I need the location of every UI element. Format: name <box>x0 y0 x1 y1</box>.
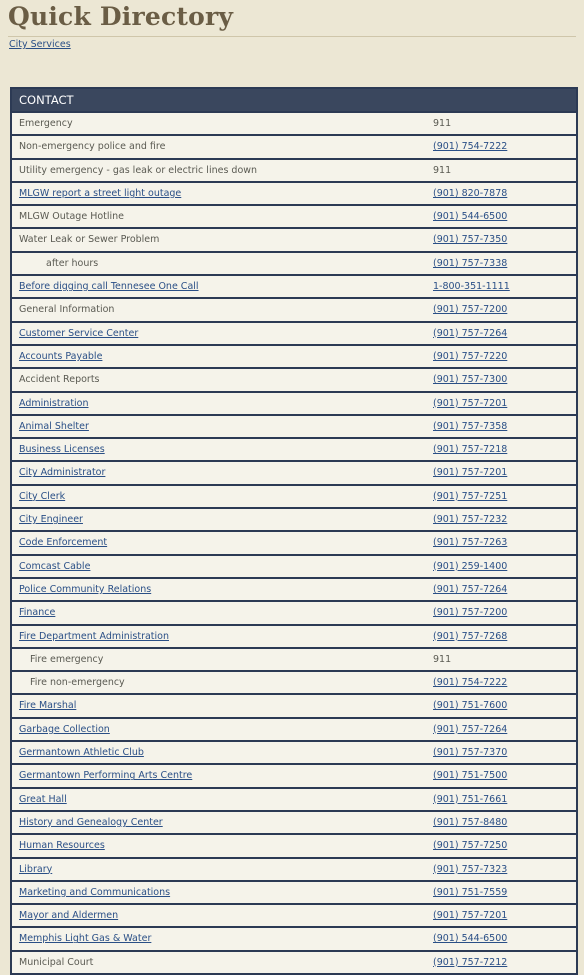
table-row <box>12 160 576 183</box>
table-row <box>12 719 576 742</box>
contact-name: Water Leak or Sewer Problem <box>19 234 160 246</box>
contact-name-link[interactable]: Administration <box>19 397 89 409</box>
contact-name-link[interactable]: Customer Service Center <box>19 327 139 339</box>
table-row <box>12 672 576 695</box>
breadcrumb-city-services[interactable]: City Services <box>9 39 71 50</box>
phone-link[interactable]: (901) 544-6500 <box>433 211 508 223</box>
table-row <box>12 928 576 951</box>
phone-link[interactable]: (901) 820-7878 <box>433 187 508 199</box>
table-row <box>12 952 576 975</box>
phone-link[interactable]: (901) 757-7323 <box>433 863 508 875</box>
phone-link[interactable]: 1-800-351-1111 <box>433 281 510 293</box>
phone-link[interactable]: (901) 751-7661 <box>433 793 508 805</box>
table-row <box>12 742 576 765</box>
table-row <box>12 323 576 346</box>
table-row <box>12 905 576 928</box>
table-row <box>12 859 576 882</box>
contact-name: Utility emergency - gas leak or electric lines down <box>19 164 258 176</box>
table-header-contact: CONTACT <box>12 89 576 113</box>
contact-name-link[interactable]: Great Hall <box>19 793 67 805</box>
contact-name-link[interactable]: Mayor and Aldermen <box>19 910 119 922</box>
phone-link[interactable]: (901) 757-7220 <box>433 350 508 362</box>
phone-link[interactable]: (901) 757-7200 <box>433 607 508 619</box>
contact-name: MLGW Outage Hotline <box>19 211 125 223</box>
contact-name-link[interactable]: Comcast Cable <box>19 560 91 572</box>
contact-name-link[interactable]: Accounts Payable <box>19 350 103 362</box>
contact-name-link[interactable]: Memphis Light Gas & Water <box>19 933 152 945</box>
phone-number: 911 <box>433 653 452 665</box>
table-row <box>12 626 576 649</box>
phone-link[interactable]: (901) 757-7264 <box>433 723 508 735</box>
phone-link[interactable]: (901) 754-7222 <box>433 141 508 153</box>
phone-link[interactable]: (901) 757-7268 <box>433 630 508 642</box>
contact-name-link[interactable]: History and Genealogy Center <box>19 816 163 828</box>
contact-name-link[interactable]: City Clerk <box>19 490 66 502</box>
phone-link[interactable]: (901) 757-7300 <box>433 374 508 386</box>
phone-link[interactable]: (901) 757-7251 <box>433 490 508 502</box>
contact-name-link[interactable]: Germantown Athletic Club <box>19 747 144 759</box>
table-row <box>12 579 576 602</box>
contact-name: Municipal Court <box>19 956 94 968</box>
contact-name: Fire emergency <box>30 653 104 665</box>
table-row <box>12 346 576 369</box>
phone-link[interactable]: (901) 757-7264 <box>433 327 508 339</box>
table-row <box>12 206 576 229</box>
table-row <box>12 812 576 835</box>
contact-name-link[interactable]: City Engineer <box>19 514 83 526</box>
contact-name-link[interactable]: Fire Department Administration <box>19 630 169 642</box>
contact-name-link[interactable]: Fire Marshal <box>19 700 77 712</box>
contact-name: Fire non-emergency <box>30 677 125 689</box>
contact-name-link[interactable]: Animal Shelter <box>19 420 89 432</box>
contact-name: General Information <box>19 304 115 316</box>
contact-name-link[interactable]: City Administrator <box>19 467 106 479</box>
phone-link[interactable]: (901) 757-7212 <box>433 956 508 968</box>
table-row <box>12 369 576 392</box>
phone-link[interactable]: (901) 757-7263 <box>433 537 508 549</box>
phone-link[interactable]: (901) 757-7264 <box>433 583 508 595</box>
table-row <box>12 299 576 322</box>
contact-name: after hours <box>46 257 99 269</box>
phone-link[interactable]: (901) 757-7350 <box>433 234 508 246</box>
title-divider <box>8 36 576 37</box>
table-row <box>12 229 576 252</box>
contact-name-link[interactable]: Marketing and Communications <box>19 886 171 898</box>
table-row <box>12 439 576 462</box>
table-row <box>12 602 576 625</box>
page-title: Quick Directory <box>8 2 234 31</box>
table-row <box>12 649 576 672</box>
table-row <box>12 532 576 555</box>
phone-link[interactable]: (901) 757-7200 <box>433 304 508 316</box>
phone-link[interactable]: (901) 757-7201 <box>433 910 508 922</box>
contact-name-link[interactable]: Germantown Performing Arts Centre <box>19 770 193 782</box>
phone-number: 911 <box>433 164 452 176</box>
phone-link[interactable]: (901) 754-7222 <box>433 677 508 689</box>
phone-link[interactable]: (901) 757-7250 <box>433 840 508 852</box>
table-row <box>12 835 576 858</box>
table-row <box>12 276 576 299</box>
contact-name-link[interactable]: Finance <box>19 607 56 619</box>
phone-link[interactable]: (901) 757-7232 <box>433 514 508 526</box>
contact-name-link[interactable]: Business Licenses <box>19 444 105 456</box>
table-row <box>12 882 576 905</box>
table-row <box>12 695 576 718</box>
phone-link[interactable]: (901) 757-7358 <box>433 420 508 432</box>
phone-link[interactable]: (901) 757-7218 <box>433 444 508 456</box>
phone-link[interactable]: (901) 751-7600 <box>433 700 508 712</box>
table-row <box>12 183 576 206</box>
table-row <box>12 556 576 579</box>
contact-name: Accident Reports <box>19 374 100 386</box>
contact-name-link[interactable]: Garbage Collection <box>19 723 110 735</box>
contact-name-link[interactable]: Before digging call Tennesee One Call <box>19 281 199 293</box>
table-row <box>12 136 576 159</box>
phone-link[interactable]: (901) 757-7201 <box>433 467 508 479</box>
table-row <box>12 416 576 439</box>
phone-link[interactable]: (901) 757-7338 <box>433 257 508 269</box>
phone-link[interactable]: (901) 757-8480 <box>433 816 508 828</box>
phone-link[interactable]: (901) 757-7201 <box>433 397 508 409</box>
contact-name-link[interactable]: Code Enforcement <box>19 537 108 549</box>
contact-name: Emergency <box>19 118 73 129</box>
table-row <box>12 113 576 136</box>
contact-name-link[interactable]: Library <box>19 863 53 875</box>
phone-link[interactable]: (901) 751-7500 <box>433 770 508 782</box>
phone-link[interactable]: (901) 259-1400 <box>433 560 508 572</box>
table-row <box>12 509 576 532</box>
phone-number: 911 <box>433 118 452 129</box>
phone-link[interactable]: (901) 751-7559 <box>433 886 508 898</box>
contact-directory-table <box>10 87 578 975</box>
phone-link[interactable]: (901) 757-7370 <box>433 747 508 759</box>
contact-name-link[interactable]: Human Resources <box>19 840 105 852</box>
table-row <box>12 765 576 788</box>
table-row <box>12 393 576 416</box>
phone-link[interactable]: (901) 544-6500 <box>433 933 508 945</box>
contact-name-link[interactable]: MLGW report a street light outage <box>19 187 182 199</box>
contact-name: Non-emergency police and fire <box>19 141 166 153</box>
table-row <box>12 253 576 276</box>
table-row <box>12 486 576 509</box>
table-row <box>12 462 576 485</box>
table-row <box>12 789 576 812</box>
directory-rows <box>12 113 576 975</box>
contact-name-link[interactable]: Police Community Relations <box>19 583 152 595</box>
